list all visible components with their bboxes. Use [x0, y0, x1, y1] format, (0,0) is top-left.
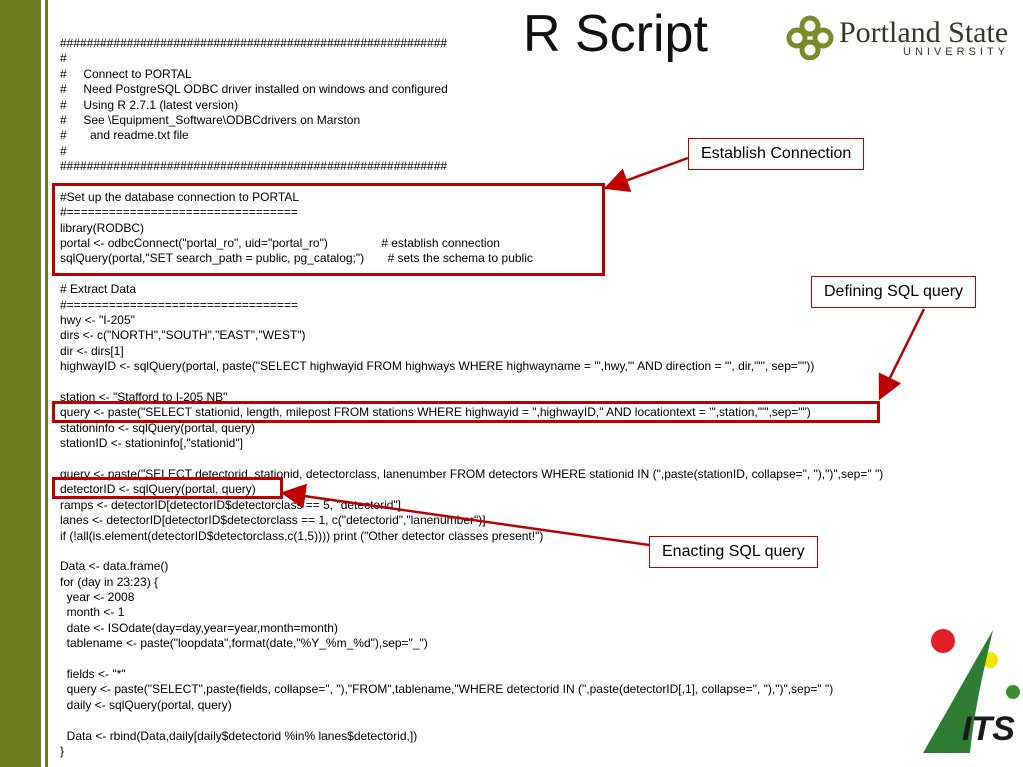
code-line: if (!all(is.element(detectorID$detectorclass,c(1,5)))) print ("Other detector classes present!"): [60, 528, 544, 543]
code-line: # Connect to PORTAL: [60, 66, 192, 81]
code-line: # and readme.txt file: [60, 128, 189, 143]
code-line: stationID <- stationinfo[,"stationid"]: [60, 436, 243, 451]
code-line: Data <- rbind(Data,daily[daily$detectorid %in% lanes$detectorid,]): [60, 728, 418, 743]
code-line: # Using R 2.7.1 (latest version): [60, 97, 239, 112]
code-line: #Set up the database connection to PORTAL: [60, 189, 300, 204]
code-line: Data <- data.frame(): [60, 559, 169, 574]
code-line: library(RODBC): [60, 220, 144, 235]
slide-title: R Script: [523, 5, 708, 63]
its-logo: [915, 625, 1020, 760]
code-line: detectorID <- sqlQuery(portal, query): [60, 482, 256, 497]
callout-establish-connection: Establish Connection: [688, 138, 864, 170]
code-line: stationinfo <- sqlQuery(portal, query): [60, 420, 256, 435]
code-line: daily <- sqlQuery(portal, query): [60, 697, 232, 712]
arrow-establish: [606, 158, 688, 188]
code-line: # Extract Data: [60, 282, 137, 297]
code-line: ##########################################################: [60, 36, 448, 50]
code-line: lanes <- detectorID[detectorID$detectorclass == 1, c("detectorid","lanenumber")]: [60, 513, 486, 528]
code-line: }: [60, 743, 65, 758]
code-line: # See \Equipment_Software\ODBCdrivers on Marston: [60, 112, 361, 127]
code-line: #=================================: [60, 297, 298, 312]
code-line: for (day in 23:23) {: [60, 574, 159, 589]
code-line: dir <- dirs[1]: [60, 343, 124, 358]
code-line: highwayID <- sqlQuery(portal, paste("SELECT highwayid FROM highways WHERE highwayname = '",hwy,"' AND direction = '", dir,"'", sep="")): [60, 359, 815, 374]
logo-subtitle: UNIVERSITY: [903, 46, 1010, 58]
code-line: sqlQuery(portal,"SET search_path = public, pg_catalog;") # sets the schema to public: [60, 251, 533, 266]
code-line: ##########################################################: [60, 159, 448, 174]
code-line: query <- paste("SELECT",paste(fields, collapse=", "),"FROM",tablename,"WHERE detectorid IN (",paste(detectorID[,1], collapse=", "),")",sep=" "): [60, 682, 834, 697]
code-line: month <- 1: [60, 605, 125, 620]
code-line: query <- paste("SELECT detectorid, stationid, detectorclass, lanenumber FROM detectors WHERE stationid IN (",paste(stationID, collapse=", "),")",sep=" "): [60, 466, 884, 481]
code-line: portal <- odbcConnect("portal_ro", uid="portal_ro") # establish connection: [60, 236, 500, 251]
code-line: tablename <- paste("loopdata",format(date,"%Y_%m_%d"),sep="_"): [60, 636, 428, 651]
code-line: #=================================: [60, 205, 298, 220]
code-line: # Need PostgreSQL ODBC driver installed on windows and configured: [60, 82, 448, 97]
code-line: date <- ISOdate(day=day,year=year,month=month): [60, 620, 338, 635]
code-line: ramps <- detectorID[detectorID$detectorclass == 5, "detectorid"]: [60, 497, 402, 512]
callout-enacting-sql-query: Enacting SQL query: [649, 536, 818, 568]
code-line: #: [60, 143, 67, 158]
code-line: #: [60, 51, 67, 66]
its-text: ITS: [962, 710, 1015, 748]
code-line: station <- "Stafford to I-205 NB": [60, 389, 228, 404]
code-line: hwy <- "I-205": [60, 313, 135, 328]
code-line: dirs <- c("NORTH","SOUTH","EAST","WEST"): [60, 328, 306, 343]
arrow-enacting: [283, 493, 649, 545]
code-line: year <- 2008: [60, 590, 135, 605]
arrow-defining: [880, 309, 924, 398]
logo-name: Portland State: [839, 16, 1009, 49]
callout-defining-sql-query: Defining SQL query: [811, 276, 976, 308]
code-line: query <- paste("SELECT stationid, length, milepost FROM stations WHERE highwayid = ",highwayID," AND locationtext = '",station,"'",sep=""): [60, 405, 811, 420]
code-line: fields <- "*": [60, 667, 126, 682]
